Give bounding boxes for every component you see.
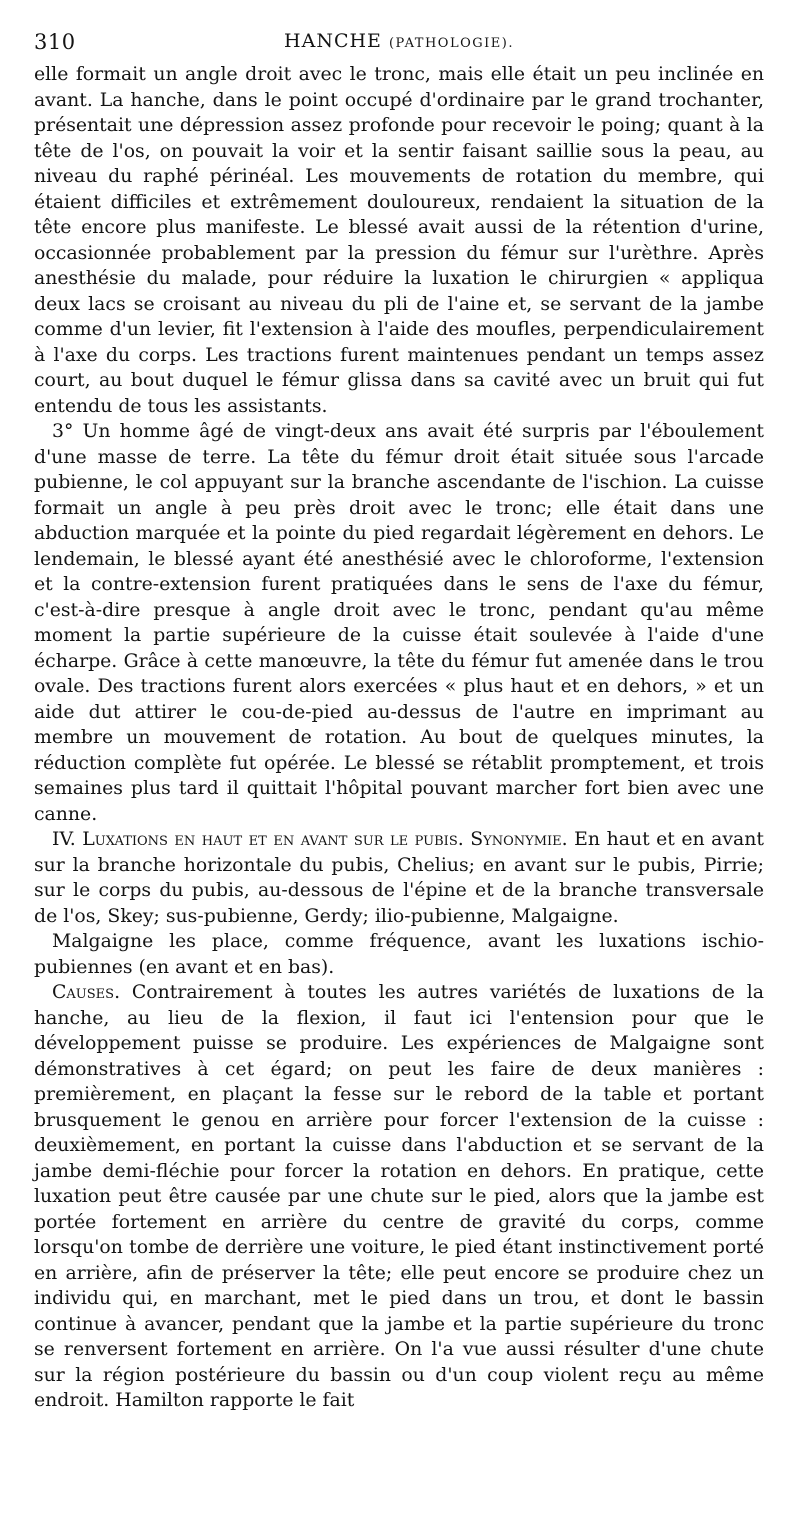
synonymie-text: En haut et en avant sur la branche horizontale du pubis, Chelius; en avant sur le pubis, Pirrie; sur le corps du pubis, au-dessous de l'épine et de la branche transversale de l'os, Skey; sus-pubienne, Gerdy; ilio-pubienne, Malgaigne.	[34, 829, 764, 927]
paragraph-frequence: Malgaigne les place, comme fréquence, avant les luxations ischio-pubiennes (en avant et en bas).	[34, 931, 764, 978]
body-text	[34, 62, 764, 1414]
running-title-sub: (PATHOLOGIE).	[388, 36, 514, 51]
causes-text: Contrairement à toutes les autres variétés de luxations de la hanche, au lieu de la flexion, il faut ici l'entension pour que le développement puisse se produire. Les expériences de Malgaigne sont démonstratives à cet égard; on peut les faire de deux manières : premièrement, en plaçant la fesse sur le rebord de la table et portant brusquement le genou en arrière pour forcer l'extension de la cuisse : deuxièmement, en portant la cuisse dans l'abduction et se servant de la jambe demi-fléchie pour forcer la rotation en dehors. En pratique, cette luxation peut être causée par une chute sur le pied, alors que la jambe est portée fortement en arrière du centre de gravité du corps, comme lorsqu'on tombe de derrière une voiture, le pied étant instinctivement porté en arrière, afin de préserver la tête; elle peut encore se produire chez un individu qui, en marchant, met le pied dans un trou, et dont le bassin continue à avancer, pendant que la jambe et la partie supérieure du tronc se renversent fortement en arrière. On l'a vue aussi résulter d'une chute sur la région postérieure du bassin ou d'un coup violent reçu au même endroit. Hamilton rapporte le fait	[34, 982, 764, 1411]
section-heading: IV. Luxations en haut et en avant sur le pubis.	[52, 829, 464, 850]
synonymie-label: Synonymie.	[470, 829, 568, 850]
paragraph-causes	[34, 980, 764, 1414]
paragraph-section-iv	[34, 827, 764, 929]
running-header	[34, 30, 764, 56]
paragraph-case-3: 3° Un homme âgé de vingt-deux ans avait été surpris par l'éboulement d'une masse de terre. La tête du fémur droit était située sous l'arcade pubienne, le col appuyant sur la branche ascendante de l'ischion. La cuisse formait un angle à peu près droit avec le tronc; elle était dans une abduction marquée et la pointe du pied regardait légèrement en dehors. Le lendemain, le blessé ayant été anesthésié avec le chloroforme, l'extension et la contre-extension furent pratiquées dans le sens de l'axe du fémur, c'est-à-dire presque à angle droit avec le tronc, pendant qu'au même moment la partie supérieure de la cuisse était soulevée à l'aide d'une écharpe. Grâce à cette manœuvre, la tête du fémur fut amenée dans le trou ovale. Des tractions furent alors exercées « plus haut et en dehors, » et un aide dut attirer le cou-de-pied au-dessus de l'autre en imprimant au membre un mouvement de rotation. Au bout de quelques minutes, la réduction complète fut opérée. Le blessé se rétablit promptement, et trois semaines plus tard il quittait l'hôpital pouvant marcher fort bien avec une canne.	[34, 421, 764, 825]
running-title	[34, 30, 764, 52]
causes-label: Causes.	[52, 982, 121, 1003]
page-number: 310	[34, 30, 76, 54]
running-title-main: HANCHE	[284, 30, 382, 52]
paragraph-case-continuation: elle formait un angle droit avec le tronc, mais elle était un peu inclinée en avant. La hanche, dans le point occupé d'ordinaire par le grand trochanter, présentait une dépression assez profonde pour recevoir le poing; quant à la tête de l'os, on pouvait la voir et la sentir faisant saillie sous la peau, au niveau du raphé périnéal. Les mouvements de rotation du membre, qui étaient difficiles et extrêmement douloureux, rendaient la situation de la tête encore plus manifeste. Le blessé avait aussi de la rétention d'urine, occasionnée probablement par la pression du fémur sur l'urèthre. Après anesthésie du malade, pour réduire la luxation le chirurgien « appliqua deux lacs se croisant au niveau du pli de l'aine et, se servant de la jambe comme d'un levier, fit l'extension à l'aide des moufles, perpendiculairement à l'axe du corps. Les tractions furent maintenues pendant un temps assez court, au bout duquel le fémur glissa dans sa cavité avec un bruit qui fut entendu de tous les assistants.	[34, 64, 764, 417]
